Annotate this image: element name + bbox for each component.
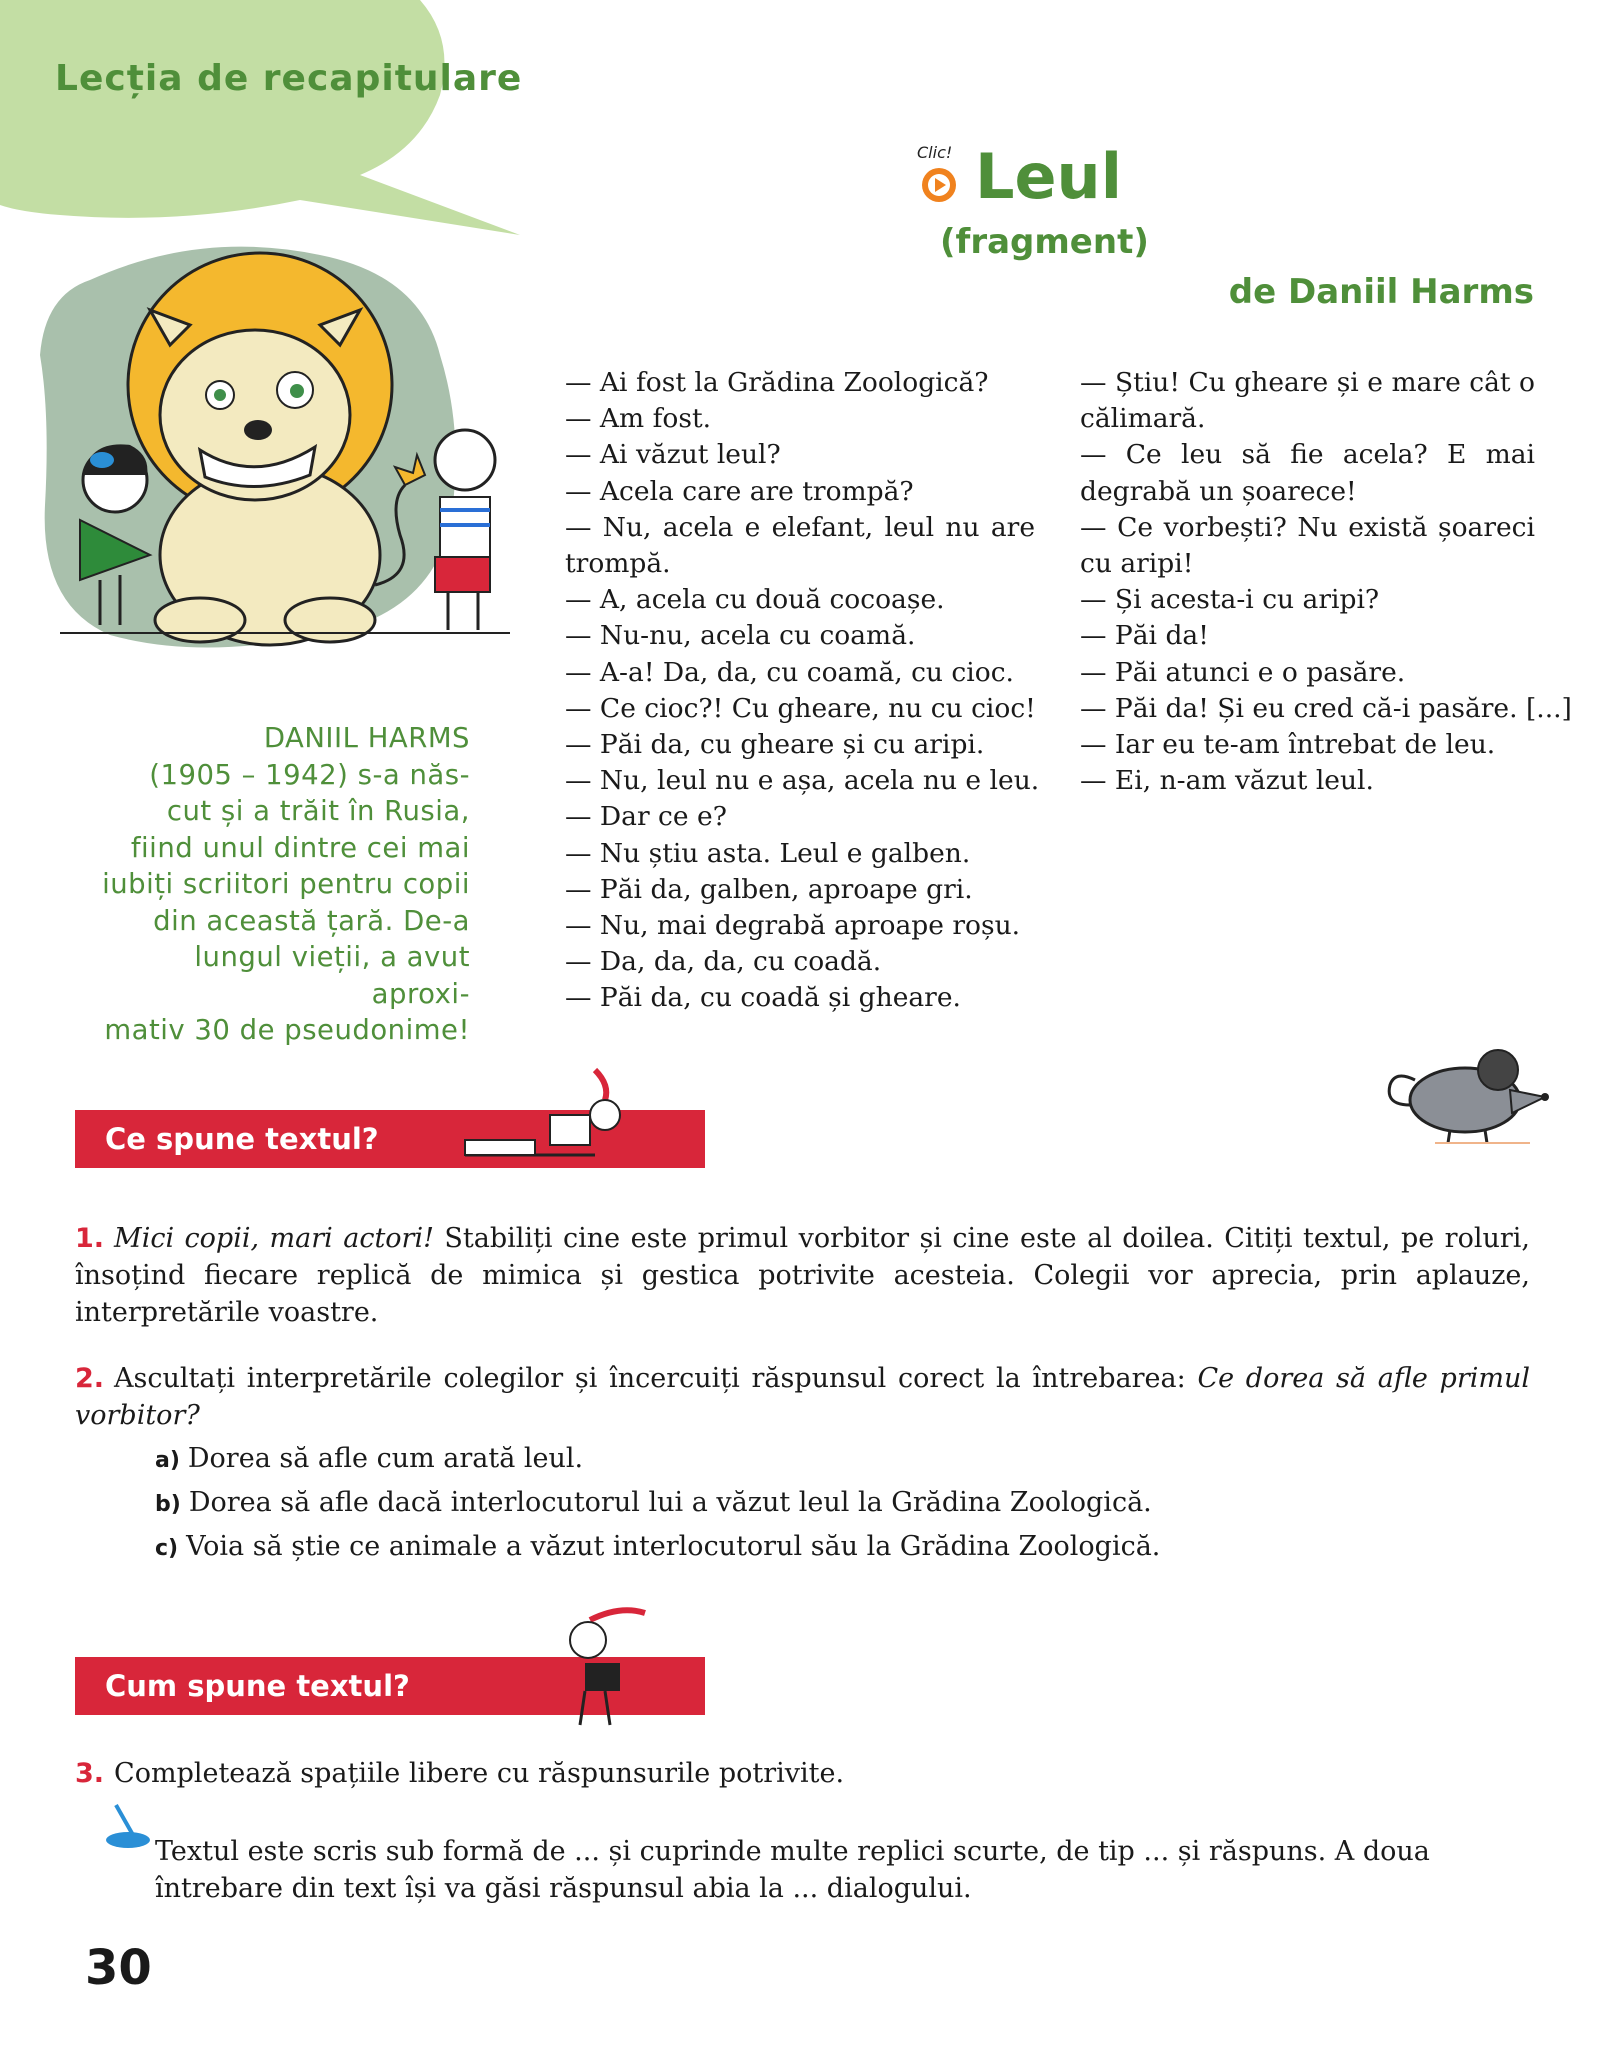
option-b[interactable] — [155, 1484, 1152, 1523]
bio-line: (1905 – 1942) s-a năs- — [149, 758, 470, 791]
section-title: Cum spune textul? — [105, 1669, 410, 1703]
question-3 — [75, 1755, 1530, 1792]
bio-line: din această țară. De-a — [153, 904, 470, 937]
dialogue-line: — Păi da, galben, aproape gri. — [565, 873, 973, 905]
speech-bubble — [0, 0, 540, 240]
dialogue-line: — Nu, leul nu e așa, acela nu e leu. — [565, 765, 1040, 797]
dialogue-line: — Ce cioc?! Cu gheare, nu cu cioc! — [565, 692, 1036, 724]
mouse-illustration — [1380, 1035, 1560, 1150]
question-1 — [75, 1220, 1530, 1331]
dialogue-line: — Știu! Cu gheare și e mare cât o călimară. — [1080, 367, 1535, 435]
page-number: 30 — [85, 1940, 152, 1996]
lion-illustration — [20, 235, 540, 665]
dialogue-line: — A-a! Da, da, cu coamă, cu cioc. — [565, 656, 1014, 688]
page-title: Leul — [975, 140, 1122, 213]
dialogue-line: — Iar eu te-am întrebat de leu. — [1080, 729, 1496, 761]
dialogue-line: — Ce leu să fie acela? E mai degrabă un șoarece! — [1080, 439, 1535, 507]
author-bio — [95, 720, 470, 1049]
question-italic: Mici copii, mari actori! — [114, 1223, 434, 1254]
dialogue-column-1 — [565, 365, 1040, 1017]
dialogue-line: — A, acela cu două cocoașe. — [565, 584, 945, 616]
dialogue-line: — Nu-nu, acela cu coamă. — [565, 620, 916, 652]
dialogue-line: — Ce vorbești? Nu există șoareci cu aripi! — [1080, 511, 1535, 580]
option-c[interactable] — [155, 1528, 1160, 1567]
bio-line: iubiți scriitori pentru copii — [102, 868, 470, 900]
section-title: Ce spune textul? — [105, 1122, 379, 1156]
option-letter: a) — [155, 1448, 180, 1473]
dialogue-line: — Păi da! Și eu cred că-i pasăre. [...] — [1080, 692, 1572, 724]
clic-label: Clic! — [917, 143, 953, 162]
question-text: Stabiliți cine este primul vorbitor și cine este al doilea. Citiți textul, pe roluri, însoțind fiecare replică de mimica și gestica potrivite acesteia. Colegii vor aprecia, prin aplauze, interpretările voastre. — [75, 1223, 1530, 1328]
dialogue-line: — Nu, mai degrabă aproape roșu. — [565, 910, 1021, 942]
dialogue-line: — Acela care are trompă? — [565, 475, 914, 507]
bio-line: lungul vieții, a avut aproxi- — [194, 941, 470, 1010]
question-number: 2. — [75, 1363, 105, 1394]
option-a[interactable] — [155, 1440, 583, 1479]
dialogue-column-2 — [1080, 365, 1572, 799]
option-text: Dorea să afle cum arată leul. — [187, 1443, 584, 1474]
dialogue-line: — Ai văzut leul? — [565, 439, 781, 471]
author-line: de Daniil Harms — [1228, 272, 1534, 312]
bio-line: DANIIL HARMS — [263, 722, 470, 754]
boy-with-book-icon — [550, 1605, 660, 1735]
dialogue-line: — Ei, n-am văzut leul. — [1080, 765, 1374, 797]
question-number: 3. — [75, 1758, 105, 1789]
page-subtitle: (fragment) — [940, 222, 1149, 262]
dialogue-line: — Păi atunci e o pasăre. — [1080, 656, 1406, 688]
dialogue-line: — Păi da, cu coadă și gheare. — [565, 982, 961, 1014]
reading-boy-icon — [455, 1060, 655, 1170]
option-text: Dorea să afle dacă interlocutorul lui a văzut leul la Grădina Zoologică. — [188, 1487, 1152, 1518]
dialogue-line: — Da, da, da, cu coadă. — [565, 946, 882, 978]
clic-play-icon[interactable] — [915, 140, 970, 210]
bio-line: cut și a trăit în Rusia, — [166, 795, 470, 827]
question-number: 1. — [75, 1223, 105, 1254]
bio-line: fiind unul dintre cei mai — [130, 831, 470, 864]
dialogue-line: — Ai fost la Grădina Zoologică? — [565, 367, 989, 398]
dialogue-line: — Dar ce e? — [565, 801, 727, 833]
dialogue-line: — Nu, acela e elefant, leul nu are trompă. — [565, 511, 1035, 580]
question-italic: Ce dorea să afle primul vorbitor? — [75, 1363, 1531, 1431]
pen-icon — [98, 1800, 158, 1855]
dialogue-line: — Și acesta-i cu aripi? — [1080, 584, 1380, 616]
dialogue-line: — Am fost. — [565, 403, 712, 435]
option-letter: b) — [155, 1492, 181, 1517]
bio-line: mativ 30 de pseudonime! — [104, 1014, 470, 1046]
question-text: Ascultați interpretările colegilor și încercuiți răspunsul corect la întrebarea: — [114, 1363, 1198, 1394]
option-letter: c) — [155, 1536, 179, 1561]
lesson-tag: Lecția de recapitulare — [55, 58, 523, 99]
question-text: Completează spațiile libere cu răspunsurile potrivite. — [114, 1758, 845, 1789]
fill-in-exercise[interactable]: Textul este scris sub formă de ... și cuprinde multe replici scurte, de tip ... și răspuns. A doua întrebare din text își va găsi răspunsul abia la ... dialogului. — [155, 1836, 1430, 1904]
option-text: Voia să știe ce animale a văzut interlocutorul său la Grădina Zoologică. — [186, 1531, 1161, 1562]
dialogue-line: — Nu știu asta. Leul e galben. — [565, 837, 971, 869]
dialogue-line: — Păi da, cu gheare și cu aripi. — [565, 729, 985, 761]
question-2 — [75, 1360, 1530, 1434]
dialogue-line: — Păi da! — [1080, 620, 1209, 652]
